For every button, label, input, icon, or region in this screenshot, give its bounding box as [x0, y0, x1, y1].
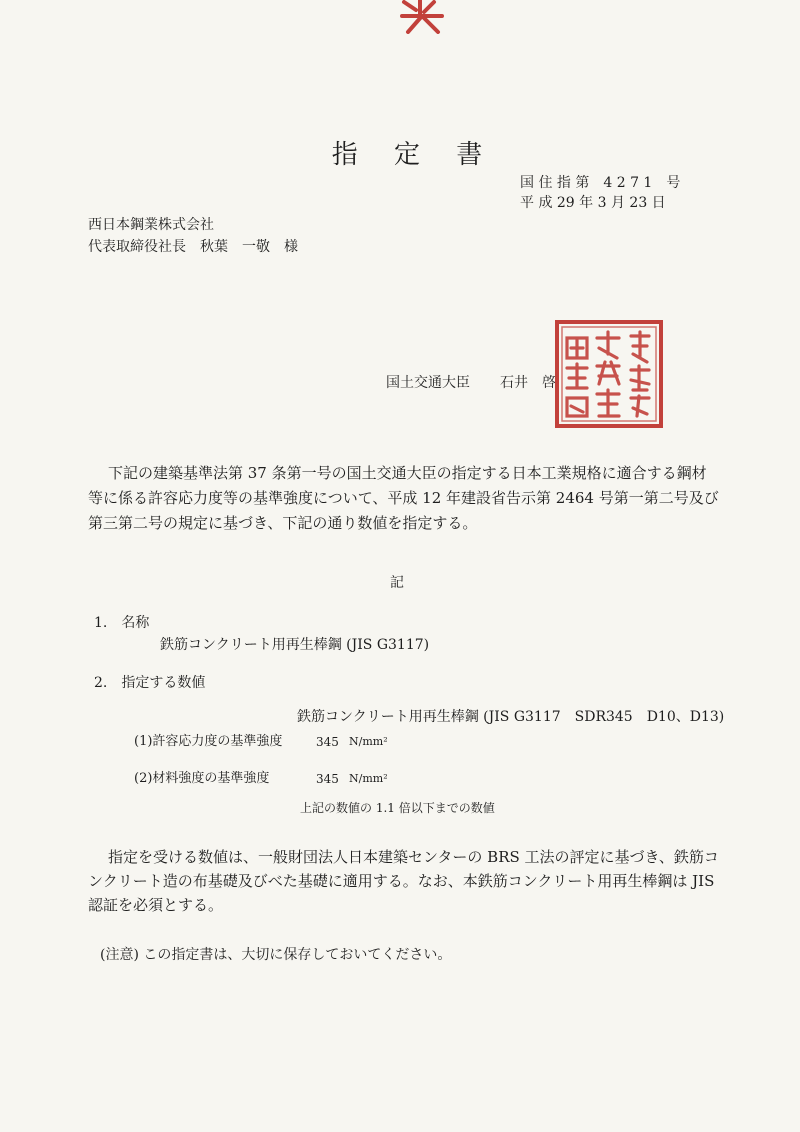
closing-line: ンクリート造の布基礎及びべた基礎に適用する。なお、本鉄筋コンクリート用再生棒鋼は JIS	[88, 872, 715, 890]
item2-note: 上記の数値の 1.1 倍以下までの数値	[300, 801, 495, 815]
intro-line: 第三第二号の規定に基づき、下記の通り数値を指定する。	[88, 514, 478, 532]
item1-heading: 1. 名称	[94, 615, 150, 631]
caution-note: (注意) この指定書は、大切に保存しておいてください。	[100, 947, 452, 963]
row-unit: N/mm²	[349, 772, 388, 785]
row-unit: N/mm²	[349, 735, 388, 748]
issuer-title: 国土交通大臣	[386, 375, 470, 391]
top-stamp-fragment	[382, 0, 462, 34]
recipient-person: 代表取締役社長 秋葉 一敬 様	[88, 239, 298, 255]
document-number: 国 住 指 第 4 2 7 1 号	[520, 175, 681, 191]
document-title: 指 定 書	[331, 140, 497, 170]
intro-line: 下記の建築基準法第 37 条第一号の国土交通大臣の指定する日本工業規格に適合する鋼材	[108, 464, 707, 482]
issuer-name: 石井 啓	[500, 375, 556, 391]
item2-product: 鉄筋コンクリート用再生棒鋼 (JIS G3117 SDR345 D10、D13)	[297, 709, 725, 725]
official-seal	[553, 318, 665, 430]
closing-line: 指定を受ける数値は、一般財団法人日本建築センターの BRS 工法の評定に基づき、鉄筋コ	[108, 848, 719, 866]
intro-line: 等に係る許容応力度等の基準強度について、平成 12 年建設省告示第 2464 号第一第二号及び	[88, 489, 719, 507]
closing-line: 認証を必須とする。	[88, 896, 224, 914]
document-date: 平 成 29 年 3 月 23 日	[520, 195, 666, 211]
item1-value: 鉄筋コンクリート用再生棒鋼 (JIS G3117)	[160, 637, 430, 653]
item2-heading: 2. 指定する数値	[94, 675, 206, 691]
row-value: 345	[316, 772, 339, 786]
row-value: 345	[316, 735, 339, 749]
ki-label: 記	[390, 575, 404, 591]
row-label: (2)材料強度の基準強度	[134, 771, 270, 786]
row-label: (1)許容応力度の基準強度	[134, 734, 283, 749]
recipient-company: 西日本鋼業株式会社	[88, 217, 214, 233]
